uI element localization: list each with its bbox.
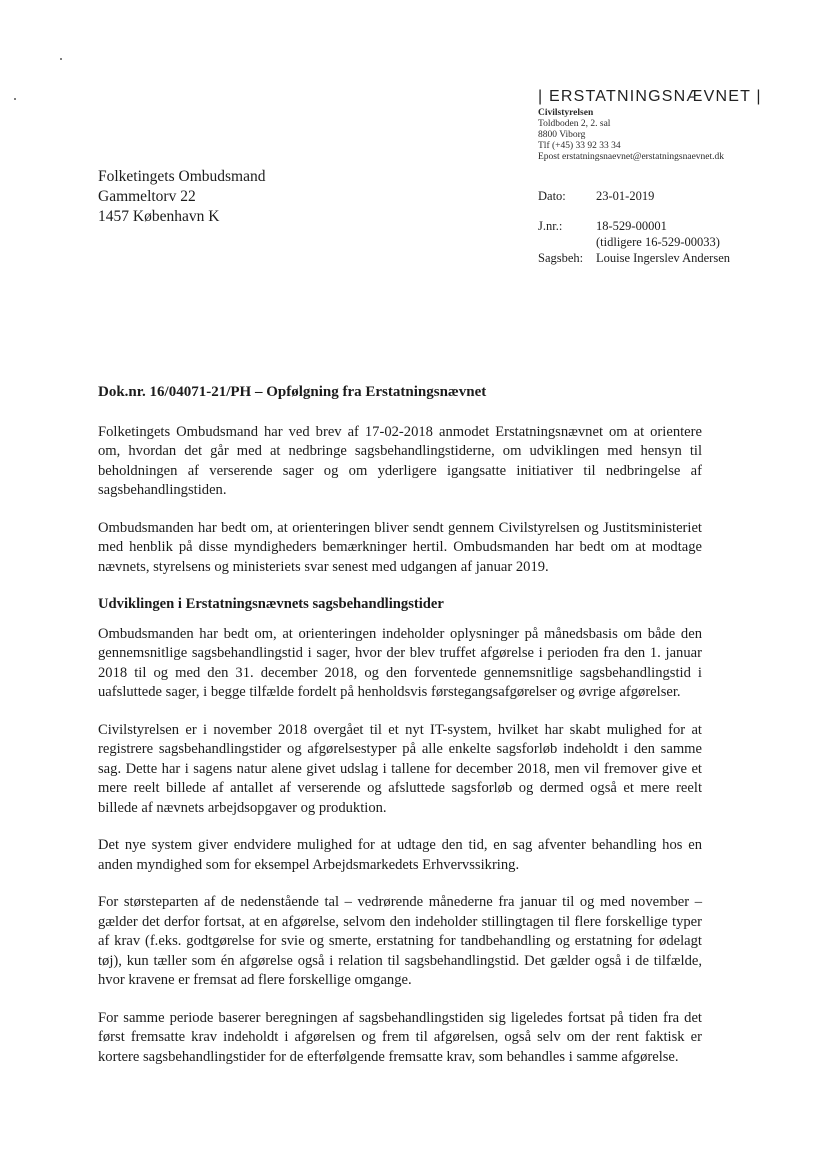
body-paragraph: For samme periode baserer beregningen af sagsbehandlingstiden sig ligeledes fortsat på tiden fra det først fremsatte krav indeholdt i afgørelsen og frem til afgørelsen, også selv om der rent faktisk er kortere sagsbehandlingstider for de efterfølgende fremsatte krav, som behandles i samme afgørelse. [98,1009,702,1065]
letterhead-line: Civilstyrelsen [538,108,594,118]
letterhead-line: 8800 Viborg [538,130,586,140]
scan-speck [60,58,62,60]
letter-meta [538,188,730,266]
recipient-line: Folketingets Ombudsmand [98,168,266,185]
letter-body [98,383,702,1085]
recipient-address [98,167,265,227]
letterhead-line: Tlf (+45) 33 92 33 34 [538,141,621,151]
organization-name: | ERSTATNINGSNÆVNET | [538,88,762,105]
recipient-line: 1457 København K [98,208,220,225]
recipient-line: Gammeltorv 22 [98,188,196,205]
body-paragraph: Det nye system giver endvidere mulighed for at udtage den tid, en sag afventer behandling hos en anden myndighed som for eksempel Arbejdsmarkedets Erhvervssikring. [98,837,702,873]
journal-number-label: J.nr.: [538,219,563,233]
journal-number-value: 18-529-00001 [596,219,667,233]
letterhead-line: Toldboden 2, 2. sal [538,119,611,129]
body-paragraph: For størsteparten af de nedenstående tal – vedrørende månederne fra januar til og med november – gælder det derfor fortsat, at en afgørelse, selvom den indeholder stillingtagen til flere forskellige typer af krav (f.eks. godtgørelse for svie og smerte, erstatning for tandbehandling og erstatning for ødelagt tøj), kun tæller som én afgørelse også i relation til sagsbehandlingstid. Det gælder også i de tilfælde, hvor kravene er fremsat ad flere forskellige omgange. [98,894,702,988]
scan-speck [14,98,16,100]
body-paragraph: Ombudsmanden har bedt om, at orienteringen indeholder oplysninger på månedsbasis om både den gennemsnitlige sagsbehandlingstid i sager, hvor der blev truffet afgørelse i perioden fra den 1. januar 2018 til og med den 31. december 2018, og den forventede gennemsnitlige sagsbehandlingstid i uafsluttede sager, i begge tilfælde fordelt på henholdsvis førstegangsafgørelser og øvrige afgørelser. [98,625,702,700]
letterhead-line: Epost erstatningsnaevnet@erstatningsnaevnet.dk [538,152,725,162]
case-officer-label: Sagsbeh: [538,251,584,265]
body-paragraph: Civilstyrelsen er i november 2018 overgået til et nyt IT-system, hvilket har skabt mulighed for at registrere sagsbehandlingstider og afgørelsestyper på alle enkelte sagsforløb indeholdt i den samme sag. Dette har i sagens natur alene givet udslag i tallene for december 2018, men vil fremover give et mere reelt billede af antallet af verserende og afsluttede sagsforløb og dermed også et mere reelt billede af nævnets arbejdsopgaver og produktion. [98,721,702,816]
document-title: Dok.nr. 16/04071-21/PH – Opfølgning fra Erstatningsnævnet [98,384,487,400]
previous-journal-number: (tidligere 16-529-00033) [596,235,720,249]
letterhead [538,88,818,163]
date-value: 23-01-2019 [596,189,655,203]
body-paragraph: Ombudsmanden har bedt om, at orienteringen bliver sendt gennem Civilstyrelsen og Justitsministeriet med henblik på disse myndigheders bemærkninger hertil. Ombudsmanden har bedt om at modtage nævnets, styrelsens og ministeriets svar senest med udgangen af januar 2019. [98,519,702,575]
case-officer-value: Louise Ingerslev Andersen [596,251,730,265]
section-heading: Udviklingen i Erstatningsnævnets sagsbehandlingstider [98,596,444,612]
body-paragraph: Folketingets Ombudsmand har ved brev af 17-02-2018 anmodet Erstatningsnævnet om at orientere om, hvordan det går med at nedbringe sagsbehandlingstiderne, om udviklingen med hensyn til beholdningen af verserende sager og om yderligere igangsatte initiativer til nedbringelse af sagsbehandlingstiden. [98,423,702,498]
date-label: Dato: [538,189,566,203]
